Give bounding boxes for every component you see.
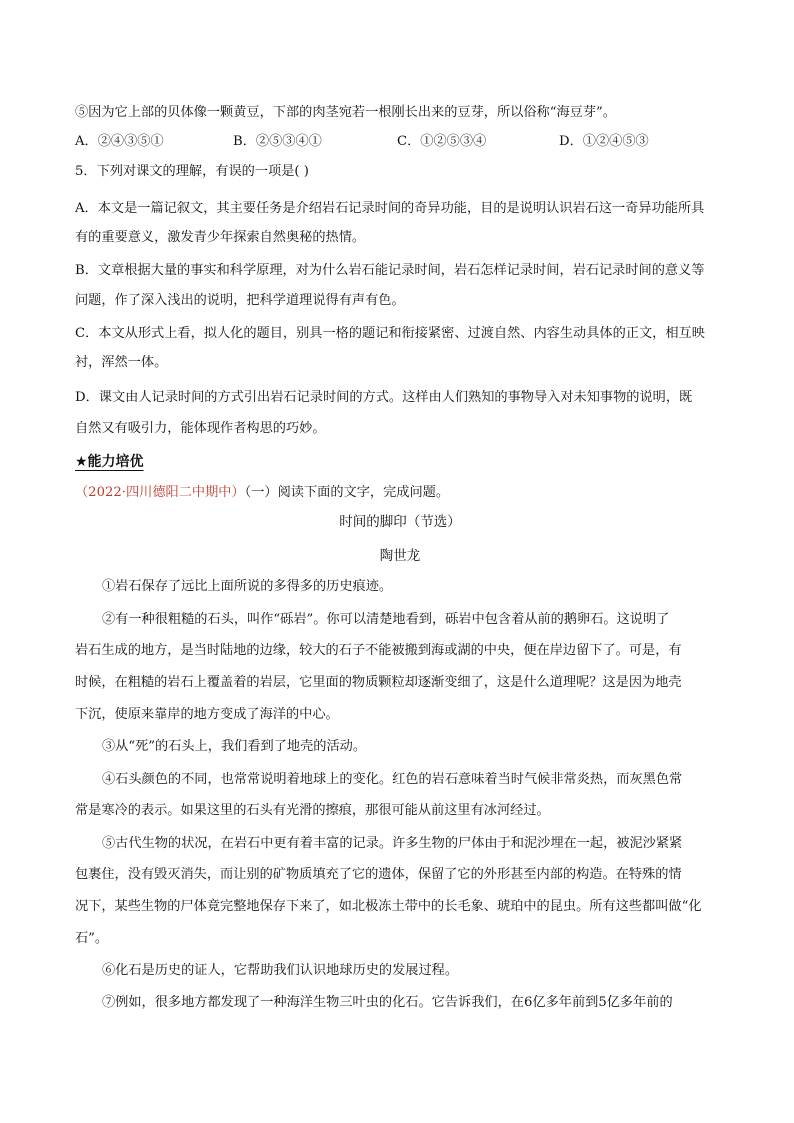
passage-title: 时间的脚印（节选） (339, 514, 461, 530)
question-5-line: 有的重要意义，激发青少年探索自然奥秘的热情。 (75, 230, 366, 245)
passage-line: ①岩石保存了远比上面所说的多得多的历史痕迹。 (102, 579, 393, 594)
section-heading-text: ★能力培优 (75, 454, 144, 470)
question-5-line: D．课文由人记录时间的方式引出岩石记录时间的方式。这样由人们熟知的事物导入对未知事物的说明，既 (75, 390, 693, 405)
passage-line: 下沉，使原来靠岸的地方变成了海洋的中心。 (75, 707, 339, 722)
passage-line: 常是寒冷的表示。如果这里的石头有光滑的擦痕，那很可能从前这里有冰河经过。 (75, 803, 550, 818)
passage-line: ④石头颜色的不同，也常常说明着地球上的变化。红色的岩石意味着当时气候非常炎热，而灰黑色常 (102, 772, 683, 787)
question-5-line: 自然又有吸引力，能体现作者构思的巧妙。 (75, 421, 326, 436)
passage-line: ⑦例如，很多地方都发现了一种海洋生物三叶虫的化石。它告诉我们，在6亿多年前到5亿多年前的 (102, 995, 673, 1010)
passage-line: 况下，某些生物的尸体竟完整地保存下来了，如北极冻土带中的长毛象、琥珀中的昆虫。所有这些都叫做“化 (75, 899, 702, 914)
question-5-line: A．本文是一篇记叙文，其主要任务是介绍岩石记录时间的奇异功能，目的是说明认识岩石这一奇异功能所具 (75, 201, 705, 216)
source-label: （2022·四川德阳二中期中） (75, 485, 245, 500)
instruction-text: （一）阅读下面的文字，完成问题。 (244, 485, 450, 500)
question-5-line: C．本文从形式上看，拟人化的题目，别具一格的题记和衔接紧密、过渡自然、内容生动具体的正文，相互映 (75, 326, 705, 341)
question-5-stem: 5．下列对课文的理解，有误的一项是( ) (75, 164, 309, 179)
question-4-item-5: ⑤因为它上部的贝体像一颗黄豆，下部的肉茎宛若一根刚长出来的豆芽，所以俗称“海豆芽”。 (75, 105, 616, 120)
passage-line: 石”。 (75, 931, 109, 946)
passage-author: 陶世龙 (379, 548, 421, 564)
passage-line: ⑤古代生物的状况，在岩石中更有着丰富的记录。许多生物的尸体由于和泥沙埋在一起，被泥沙紧紧 (102, 836, 683, 851)
question-5-line: B．文章根据大量的事实和科学原理，对为什么岩石能记录时间，岩石怎样记录时间，岩石记录时间的意义等 (75, 263, 705, 278)
option-b: B．②⑤③④① (233, 134, 322, 149)
passage-line: ③从“死”的石头上，我们看到了地壳的活动。 (102, 739, 367, 754)
passage-line: ②有一种很粗糙的石头，叫作“砾岩”。你可以清楚地看到，砾岩中包含着从前的鹅卵石。这说明了 (102, 612, 670, 627)
question-4-options (75, 133, 725, 151)
question-5-line: 衬，浑然一体。 (75, 355, 168, 370)
passage-instruction (75, 484, 725, 502)
question-5-line: 问题，作了深入浅出的说明，把科学道理说得有声有色。 (75, 293, 405, 308)
passage-line: 包裹住，没有毁灭消失，而让别的矿物质填充了它的遗体，保留了它的外形甚至内部的构造。在特殊的情 (75, 867, 682, 882)
passage-line: 时候，在粗糙的岩石上覆盖着的岩层，它里面的物质颗粒却逐渐变细了，这是什么道理呢？这是因为地壳 (75, 675, 682, 690)
passage-line: 岩石生成的地方，是当时陆地的边缘，较大的石子不能被搬到海或湖的中央，便在岸边留下了。可是，有 (75, 643, 682, 658)
option-c: C．①②⑤③④ (397, 134, 487, 149)
section-heading (75, 452, 148, 472)
option-d: D．①②④⑤③ (559, 134, 649, 149)
option-a: A．②④③⑤① (75, 134, 164, 149)
passage-line: ⑥化石是历史的证人，它帮助我们认识地球历史的发展过程。 (102, 963, 459, 978)
